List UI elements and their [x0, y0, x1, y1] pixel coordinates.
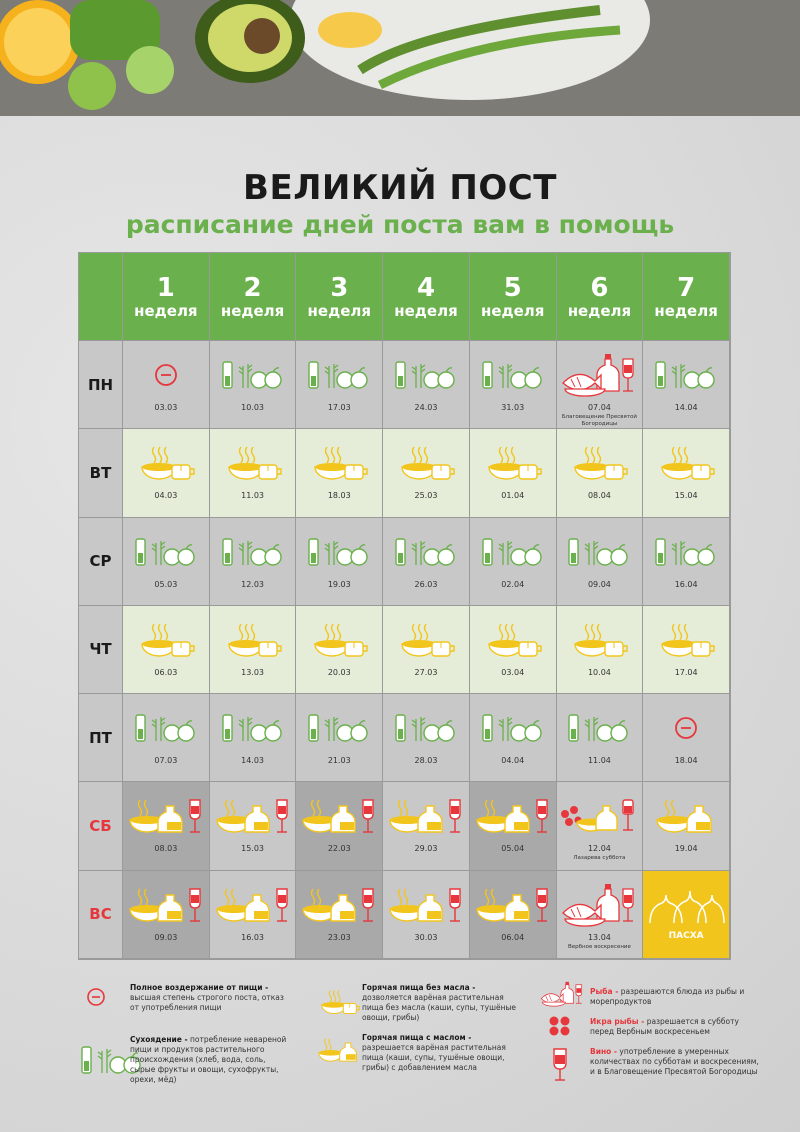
hot-icon: [296, 443, 382, 483]
abstain-icon: [643, 708, 729, 748]
day-cell: [643, 694, 730, 782]
day-note: Благовещение Пресвятой Богородицы: [561, 414, 637, 427]
week-label: неделя: [654, 301, 718, 320]
day-date: 24.03: [414, 403, 438, 412]
day-date: 19.03: [327, 579, 351, 589]
legend-fish: [590, 987, 750, 1007]
day-date: 18.04: [674, 756, 698, 766]
day-date: 27.03: [414, 667, 438, 677]
day-date: 08.03: [154, 844, 178, 854]
day-date: 13.04: [587, 932, 611, 942]
dry-icon: [123, 532, 209, 572]
header-photo: [0, 0, 800, 116]
dry-icon: [123, 708, 209, 748]
day-label: ЧТ: [79, 606, 123, 694]
day-date: 15.03: [241, 844, 265, 854]
legend-wine-title: Вино -: [590, 1047, 618, 1056]
day-cell: [470, 782, 557, 870]
fish-icon: [557, 885, 643, 925]
dry-icon: [296, 355, 382, 395]
oil-wine-icon: [296, 796, 382, 836]
legend-dry-text: потребление невареной пищи и продуктов растительного происхождения (хлеб, вода, соль, сырые фрукты и овощи, сухофрукты, орехи, мёд): [130, 1035, 287, 1084]
pascha-label: ПАСХА: [668, 930, 704, 941]
oil-wine-icon: [210, 796, 296, 836]
day-cell: [296, 871, 383, 959]
day-date: 13.03: [241, 667, 265, 677]
day-date: 14.04: [674, 403, 698, 412]
hot-icon: [470, 443, 556, 483]
legend-oil-text: разрешается варёная растительная пища (каши, супы, тушёные овощи, грибы) с добавлением масла: [362, 1043, 506, 1072]
day-date: 05.03: [154, 579, 178, 589]
hot-icon: [123, 620, 209, 660]
legend-fish-title: Рыба -: [590, 987, 619, 996]
day-cell: [383, 518, 470, 606]
legend-abstain: [130, 983, 290, 1013]
day-date: 23.03: [327, 932, 351, 942]
day-date: 01.04: [501, 491, 525, 501]
week-number: 7: [677, 272, 696, 303]
week-header-2: [210, 253, 297, 341]
legend-hot-title: Горячая пища без масла -: [362, 983, 476, 992]
day-label: СР: [79, 518, 123, 606]
day-date: 10.04: [587, 667, 611, 677]
day-date: 26.03: [414, 579, 438, 589]
day-date: 12.03: [241, 579, 265, 589]
day-date: 20.03: [327, 667, 351, 677]
hot-icon: [210, 443, 296, 483]
day-date: 02.04: [501, 579, 525, 589]
dry-icon: [296, 532, 382, 572]
day-cell: [210, 871, 297, 959]
oil-wine-icon: [383, 796, 469, 836]
page-title: ВЕЛИКИЙ ПОСТ: [243, 168, 557, 208]
table-corner: [79, 253, 123, 341]
hot-icon: [123, 443, 209, 483]
dry-icon: [210, 355, 296, 395]
week-header-6: [557, 253, 644, 341]
day-date: 29.03: [414, 844, 438, 854]
day-cell: [296, 606, 383, 694]
legend-caviar-title: Икра рыбы -: [590, 1017, 645, 1026]
day-date: 09.03: [154, 932, 178, 942]
legend-abstain-text: высшая степень строгого поста, отказ от употребления пищи: [130, 993, 284, 1012]
day-date: 30.03: [414, 932, 438, 942]
day-cell: [123, 518, 210, 606]
day-cell: [470, 341, 557, 429]
legend-fish-icon: [540, 979, 584, 1012]
day-date: 08.04: [587, 491, 611, 501]
day-cell: [470, 694, 557, 782]
day-cell: [557, 429, 644, 517]
day-cell: [210, 341, 297, 429]
day-cell: [470, 429, 557, 517]
day-label: ВТ: [79, 429, 123, 517]
week-header-1: [123, 253, 210, 341]
day-cell: [643, 429, 730, 517]
oil-wine-icon: [123, 885, 209, 925]
legend-oil: [362, 1033, 522, 1073]
day-date: 10.03: [241, 403, 265, 412]
legend-oil-icon: [316, 1035, 362, 1068]
oil-icon: [643, 796, 729, 836]
legend: [0, 975, 800, 1125]
legend-dry: [130, 1035, 290, 1085]
day-date: 12.04: [587, 844, 611, 854]
week-label: неделя: [567, 301, 632, 320]
legend-oil-title: Горячая пища с маслом -: [362, 1033, 472, 1042]
week-number: 4: [416, 272, 436, 303]
day-cell: [210, 694, 297, 782]
week-label: неделя: [134, 301, 198, 320]
day-date: 28.03: [414, 756, 438, 766]
week-number: 5: [503, 272, 522, 303]
day-cell: [210, 429, 297, 517]
fish-icon: [557, 355, 643, 395]
day-cell: [470, 871, 557, 959]
day-cell: [296, 429, 383, 517]
hot-icon: [643, 443, 729, 483]
legend-caviar-text: разрешается в субботу перед Вербным воскресеньем: [590, 1017, 739, 1036]
hot-icon: [470, 620, 556, 660]
day-cell: [557, 606, 644, 694]
week-header-3: [296, 253, 383, 341]
day-cell: [123, 341, 210, 429]
day-cell: [383, 341, 470, 429]
dry-icon: [557, 532, 643, 572]
week-label: неделя: [480, 301, 545, 320]
week-number: 6: [590, 272, 609, 303]
legend-dry-title: Сухоядение -: [130, 1035, 188, 1044]
day-label: ПН: [79, 341, 123, 429]
week-number: 2: [243, 272, 262, 303]
day-label: ВС: [79, 871, 123, 959]
day-cell: [557, 782, 644, 870]
legend-caviar: [590, 1017, 750, 1037]
dry-icon: [210, 532, 296, 572]
pascha-icon: [643, 885, 729, 925]
day-date: 11.03: [241, 491, 265, 501]
day-cell: [470, 606, 557, 694]
legend-wine: [590, 1047, 760, 1077]
hot-icon: [296, 620, 382, 660]
day-date: 09.04: [587, 579, 611, 589]
day-date: 07.03: [154, 756, 178, 766]
day-cell: [123, 782, 210, 870]
day-date: 17.04: [674, 667, 698, 677]
day-cell: [557, 871, 644, 959]
day-cell: [557, 694, 644, 782]
day-date: 22.03: [327, 844, 351, 854]
day-cell: [210, 782, 297, 870]
day-cell: [643, 782, 730, 870]
legend-wine-text: употребление в умеренных количествах по субботам и воскресениям, и в Благовещение Пресвятой Богородицы: [590, 1047, 759, 1076]
day-date: 03.03: [154, 403, 178, 412]
week-label: неделя: [307, 301, 371, 320]
dry-icon: [383, 355, 469, 395]
hot-icon: [210, 620, 296, 660]
dry-icon: [210, 708, 296, 748]
hot-icon: [643, 620, 729, 660]
dry-icon: [557, 708, 643, 748]
day-label: СБ: [79, 782, 123, 870]
day-cell: [470, 518, 557, 606]
week-header-4: [383, 253, 470, 341]
day-cell: [210, 606, 297, 694]
day-date: 03.04: [501, 667, 525, 677]
week-header-7: [643, 253, 730, 341]
day-cell: [557, 518, 644, 606]
day-cell: [296, 694, 383, 782]
day-cell: [383, 782, 470, 870]
oil-wine-icon: [210, 885, 296, 925]
day-date: 11.04: [587, 756, 611, 766]
caviar-icon: [557, 796, 643, 836]
dry-icon: [643, 532, 729, 572]
legend-hot-text: дозволяется варёная растительная пища без масла (каши, супы, тушёные овощи, грибы): [362, 993, 517, 1022]
oil-wine-icon: [383, 885, 469, 925]
day-date: 21.03: [327, 756, 351, 766]
day-date: 16.03: [241, 932, 265, 942]
day-cell: [383, 606, 470, 694]
oil-wine-icon: [296, 885, 382, 925]
dry-icon: [643, 355, 729, 395]
dry-icon: [470, 355, 556, 395]
day-cell: [210, 518, 297, 606]
day-date: 15.04: [674, 491, 698, 501]
dry-icon: [470, 532, 556, 572]
dry-icon: [383, 708, 469, 748]
day-cell: [383, 694, 470, 782]
day-date: 05.04: [501, 844, 525, 854]
legend-fish-text: разрешаются блюда из рыбы и морепродуктов: [590, 987, 745, 1006]
hot-icon: [383, 620, 469, 660]
day-cell: [296, 518, 383, 606]
day-date: 04.04: [501, 756, 525, 766]
hot-icon: [557, 620, 643, 660]
day-cell: [123, 606, 210, 694]
dry-icon: [296, 708, 382, 748]
day-cell: [643, 606, 730, 694]
legend-abstain-title: Полное воздержание от пищи -: [130, 983, 269, 992]
day-date: 06.03: [154, 667, 178, 677]
dry-icon: [470, 708, 556, 748]
day-note: Лазарева суббота: [573, 855, 626, 862]
day-cell: [557, 341, 644, 429]
day-date: 06.04: [501, 932, 525, 942]
page-subtitle: расписание дней поста вам в помощь: [125, 210, 675, 239]
day-cell: [643, 341, 730, 429]
fasting-schedule-table: [78, 252, 731, 960]
day-date: 18.03: [327, 491, 351, 501]
legend-wine-icon: [550, 1047, 570, 1086]
dry-icon: [383, 532, 469, 572]
day-cell: [123, 429, 210, 517]
day-cell: [296, 782, 383, 870]
week-number: 1: [156, 272, 175, 303]
day-date: 14.03: [241, 756, 265, 766]
legend-caviar-icon: [548, 1015, 572, 1040]
food-photo-illustration: [0, 0, 800, 116]
oil-wine-icon: [470, 885, 556, 925]
day-cell: [123, 871, 210, 959]
day-cell: [643, 871, 730, 959]
week-header-5: [470, 253, 557, 341]
day-cell: [383, 871, 470, 959]
hot-icon: [557, 443, 643, 483]
day-date: 07.04: [587, 403, 611, 412]
day-cell: [123, 694, 210, 782]
day-date: 19.04: [674, 844, 698, 854]
hot-icon: [383, 443, 469, 483]
day-cell: [643, 518, 730, 606]
week-number: 3: [330, 272, 349, 303]
day-date: 25.03: [414, 491, 438, 501]
day-cell: [383, 429, 470, 517]
day-date: 31.03: [501, 403, 525, 412]
day-cell: [296, 341, 383, 429]
week-label: неделя: [220, 301, 285, 320]
day-date: 16.04: [674, 579, 698, 589]
oil-wine-icon: [470, 796, 556, 836]
legend-abstain-icon: [86, 987, 106, 1010]
abstain-icon: [123, 355, 209, 395]
week-label: неделя: [394, 301, 458, 320]
day-date: 04.03: [154, 491, 178, 501]
day-label: ПТ: [79, 694, 123, 782]
day-note: Вербное воскресение: [567, 943, 631, 950]
oil-wine-icon: [123, 796, 209, 836]
day-date: 17.03: [327, 403, 351, 412]
legend-hot-icon: [316, 987, 362, 1020]
legend-hot: [362, 983, 522, 1023]
